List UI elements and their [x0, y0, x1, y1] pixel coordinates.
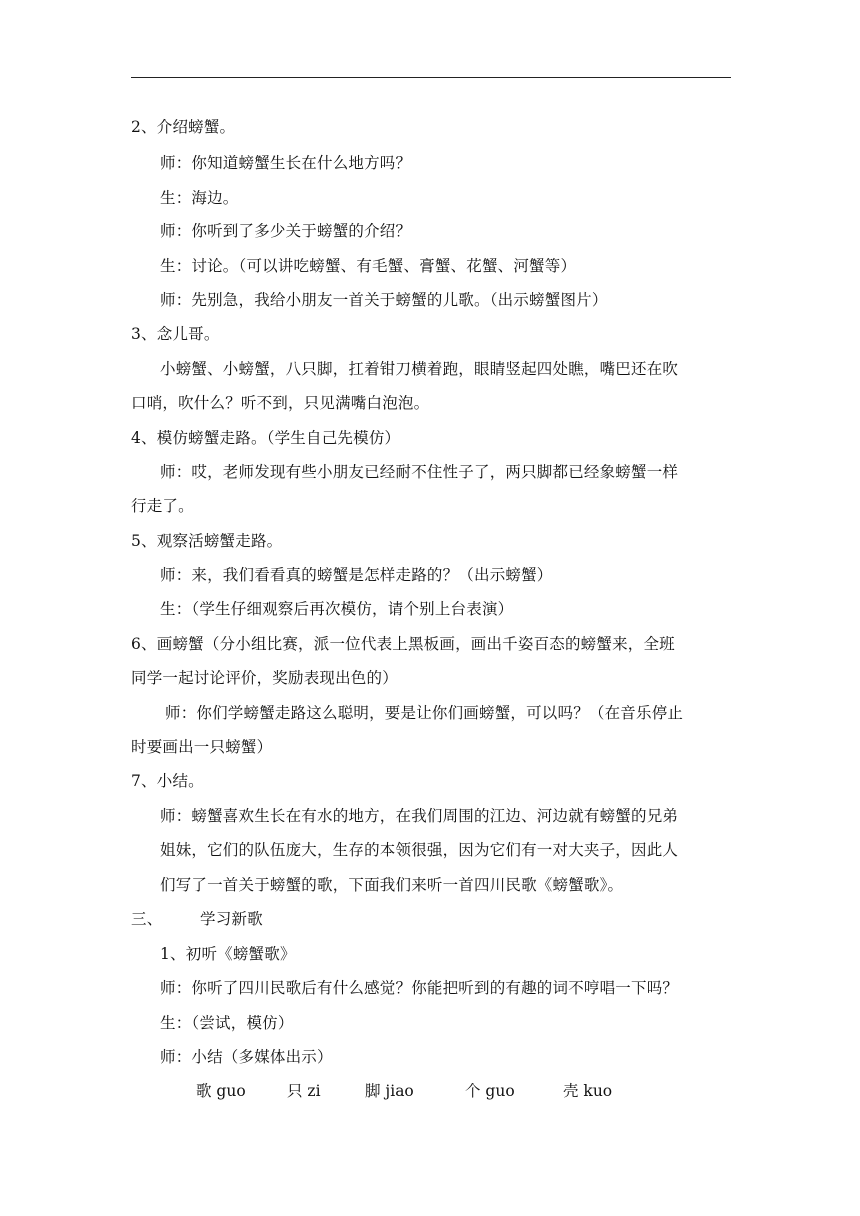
dialogue-line: 师：先别急，我给小朋友一首关于螃蟹的儿歌。（出示螃蟹图片）	[160, 291, 608, 309]
dialogue-line: 师：哎，老师发现有些小朋友已经耐不住性子了，两只脚都已经象螃蟹一样	[160, 463, 679, 481]
chapter-title: 学习新歌	[200, 910, 263, 928]
subsection-heading: 1、初听《螃蟹歌》	[160, 945, 296, 963]
pinyin-item: 脚 jiao	[365, 1082, 414, 1100]
dialogue-line: 师：螃蟹喜欢生长在有水的地方，在我们周围的江边、河边就有螃蟹的兄弟	[160, 807, 679, 825]
section-heading: 6、画螃蟹（分小组比赛，派一位代表上黑板画，画出千姿百态的螃蟹来，全班	[131, 635, 675, 653]
section-heading: 4、模仿螃蟹走路。（学生自己先模仿）	[131, 429, 401, 447]
dialogue-line: 生：海边。	[160, 189, 239, 207]
dialogue-line: 师：来，我们看看真的螃蟹是怎样走路的？（出示螃蟹）	[160, 566, 553, 584]
pinyin-item: 壳 kuo	[563, 1082, 613, 1100]
dialogue-line: 生：（尝试，模仿）	[160, 1014, 294, 1032]
chapter-number: 三、	[131, 910, 163, 928]
header-rule	[131, 77, 731, 78]
section-heading: 7、小结。	[131, 772, 204, 790]
dialogue-line: 师：小结（多媒体出示）	[160, 1048, 333, 1066]
dialogue-line: 师：你知道螃蟹生长在什么地方吗？	[160, 154, 412, 172]
paragraph-line: 同学一起讨论评价，奖励表现出色的）	[131, 669, 398, 687]
dialogue-line: 们写了一首关于螃蟹的歌，下面我们来听一首四川民歌《螃蟹歌》。	[160, 876, 624, 894]
dialogue-line: 师：你听了四川民歌后有什么感觉？你能把听到的有趣的词不哼唱一下吗？	[160, 979, 679, 997]
section-heading: 2、介绍螃蟹。	[131, 118, 236, 136]
section-heading: 3、念儿哥。	[131, 325, 220, 343]
dialogue-line: 生：（学生仔细观察后再次模仿，请个别上台表演）	[160, 600, 514, 618]
pinyin-item: 歌 guo	[196, 1082, 246, 1100]
dialogue-line: 师：你听到了多少关于螃蟹的介绍？	[160, 222, 412, 240]
dialogue-line: 姐妹，它们的队伍庞大，生存的本领很强，因为它们有一对大夹子，因此人	[160, 841, 679, 859]
dialogue-line: 行走了。	[131, 497, 194, 515]
rhyme-line: 口哨，吹什么？听不到，只见满嘴白泡泡。	[131, 394, 430, 412]
pinyin-item: 只 zi	[287, 1082, 321, 1100]
pinyin-item: 个 guo	[465, 1082, 515, 1100]
rhyme-line: 小螃蟹、小螃蟹，八只脚，扛着钳刀横着跑，眼睛竖起四处瞧，嘴巴还在吹	[160, 360, 679, 378]
dialogue-line: 时要画出一只螃蟹）	[131, 738, 273, 756]
dialogue-line: 师：你们学螃蟹走路这么聪明，要是让你们画螃蟹，可以吗？（在音乐停止	[165, 704, 684, 722]
dialogue-line: 生：讨论。（可以讲吃螃蟹、有毛蟹、膏蟹、花蟹、河蟹等）	[160, 257, 577, 275]
section-heading: 5、观察活螃蟹走路。	[131, 532, 283, 550]
